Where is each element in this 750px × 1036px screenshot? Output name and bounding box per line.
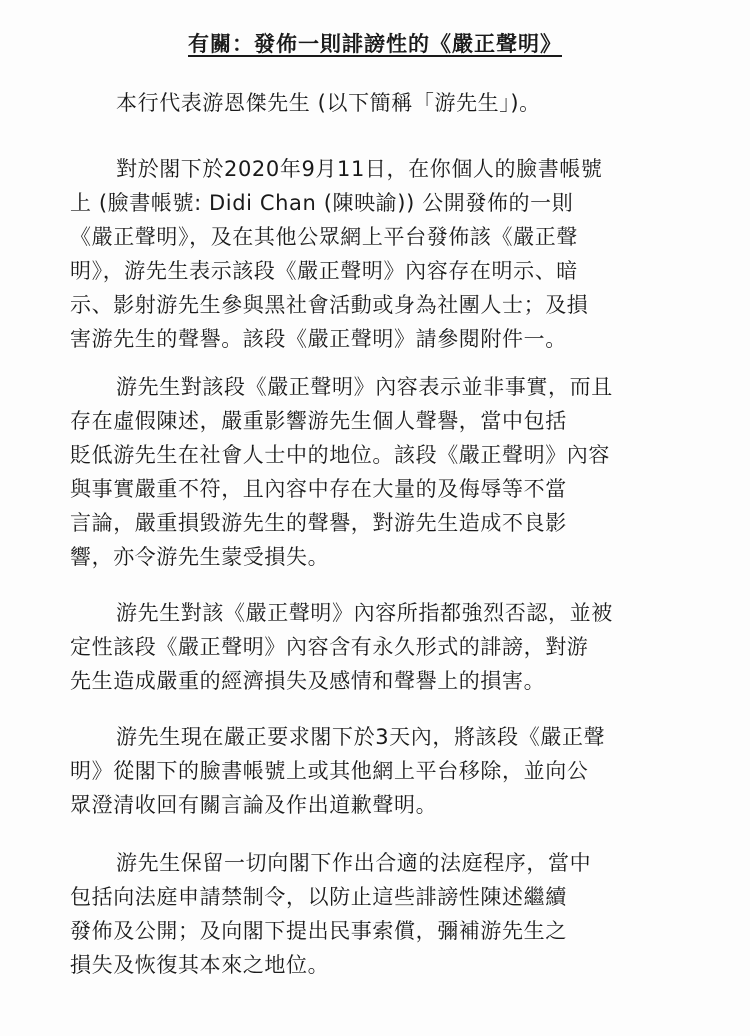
paragraph-line: 《嚴正聲明》，及在其他公眾網上平台發佈該《嚴正聲 [70, 225, 578, 249]
paragraph-6 [70, 846, 670, 982]
paragraph-line: 示、影射游先生參與黑社會活動或身為社團人士；及損 [70, 293, 589, 317]
paragraph-line: 本行代表游恩傑先生 (以下簡稱「游先生」)。 [116, 91, 541, 115]
paragraph-line: 言論，嚴重損毀游先生的聲譽，對游先生造成不良影 [70, 511, 567, 535]
paragraph-line: 貶低游先生在社會人士中的地位。該段《嚴正聲明》內容 [70, 443, 610, 467]
paragraph-3 [70, 370, 670, 574]
paragraph-5 [70, 720, 670, 822]
paragraph-line: 游先生對該《嚴正聲明》內容所指都強烈否認，並被 [116, 601, 613, 625]
paragraph-line: 明》，游先生表示該段《嚴正聲明》內容存在明示、暗 [70, 259, 578, 283]
paragraph-line: 定性該段《嚴正聲明》內容含有永久形式的誹謗，對游 [70, 635, 589, 659]
paragraph-line: 明》從閣下的臉書帳號上或其他網上平台移除，並向公 [70, 759, 589, 783]
paragraph-line: 發佈及公開；及向閣下提出民事索償，彌補游先生之 [70, 919, 567, 943]
paragraph-line: 包括向法庭申請禁制令，以防止這些誹謗性陳述繼續 [70, 885, 567, 909]
paragraph-1 [70, 86, 670, 120]
paragraph-line: 損失及恢復其本來之地位。 [70, 953, 330, 977]
paragraph-2 [70, 152, 670, 356]
paragraph-line: 游先生現在嚴正要求閣下於3天內，將該段《嚴正聲 [116, 725, 606, 749]
paragraph-line: 眾澄清收回有關言論及作出道歉聲明。 [70, 793, 438, 817]
paragraph-4 [70, 596, 670, 698]
document-title [0, 28, 750, 58]
paragraph-line: 響，亦令游先生蒙受損失。 [70, 545, 330, 569]
paragraph-line: 游先生保留一切向閣下作出合適的法庭程序，當中 [116, 851, 592, 875]
paragraph-line: 先生造成嚴重的經濟損失及感情和聲譽上的損害。 [70, 669, 546, 693]
paragraph-line: 對於閣下於2020年9月11日，在你個人的臉書帳號 [116, 157, 603, 181]
paragraph-line: 與事實嚴重不符，且內容中存在大量的及侮辱等不當 [70, 477, 567, 501]
paragraph-line: 游先生對該段《嚴正聲明》內容表示並非事實，而且 [116, 375, 613, 399]
paragraph-line: 害游先生的聲譽。該段《嚴正聲明》請參閱附件一。 [70, 327, 567, 351]
document-title-text: 有關：發佈一則誹謗性的《嚴正聲明》 [188, 32, 562, 56]
paragraph-line: 上 (臉書帳號: Didi Chan (陳映諭)) 公開發佈的一則 [70, 191, 574, 215]
paragraph-line: 存在虛假陳述，嚴重影響游先生個人聲譽，當中包括 [70, 409, 567, 433]
